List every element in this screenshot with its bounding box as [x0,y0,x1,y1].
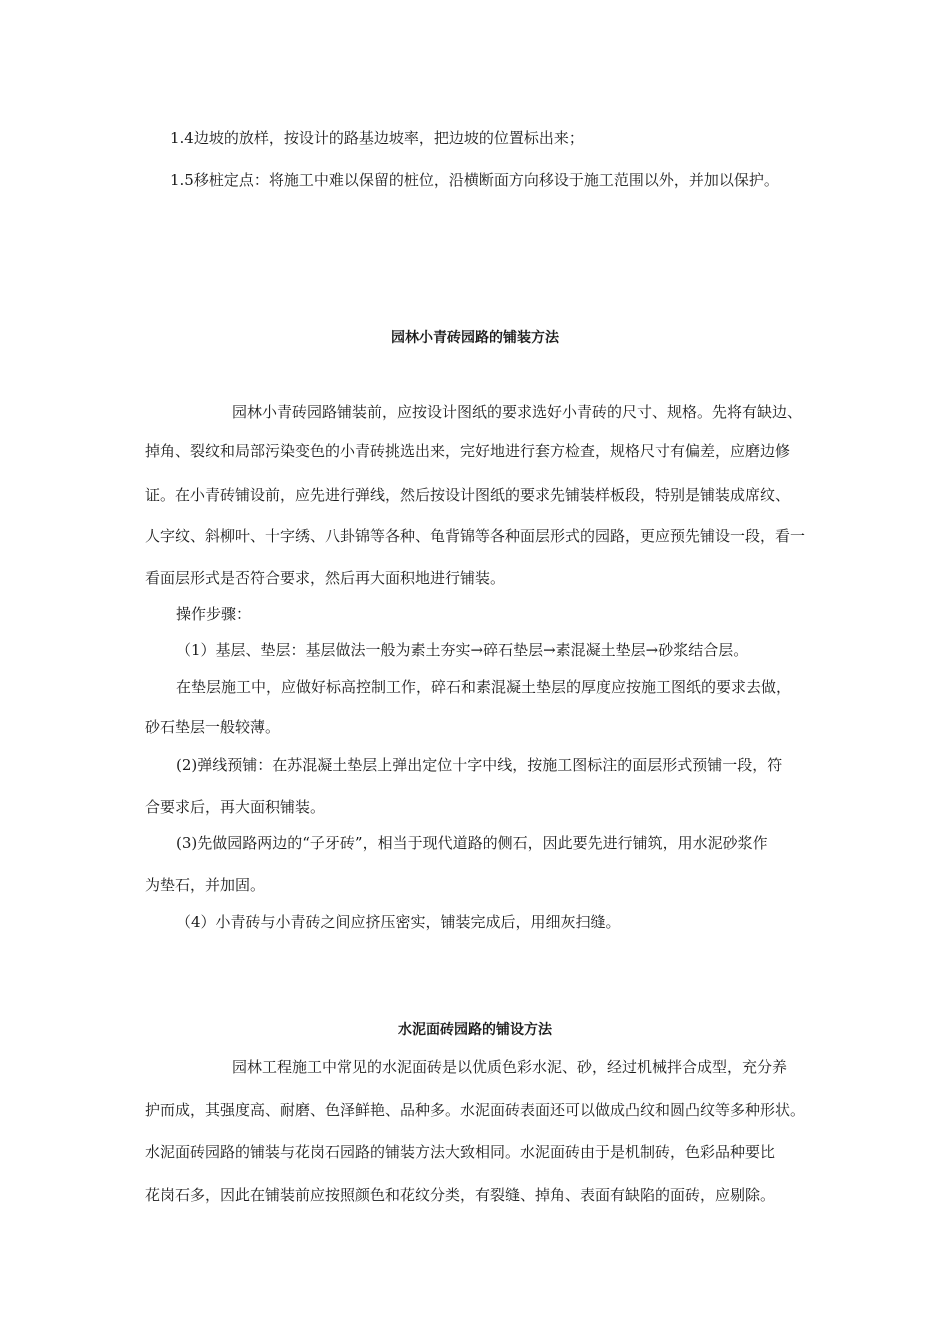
step-2-line: (2)弹线预铺：在苏混凝土垫层上弹出定位十字中线，按施工图标注的面层形式预铺一段，符 [176,756,783,774]
section1-paragraph-line: 看面层形式是否符合要求，然后再大面积地进行铺装。 [145,569,506,587]
section2-paragraph-line: 园林工程施工中常见的水泥面砖是以优质色彩水泥、砂，经过机械拌合成型，充分养 [232,1058,788,1076]
section2-paragraph-line: 水泥面砖园路的铺装与花岗石园路的铺装方法大致相同。水泥面砖由于是机制砖，色彩品种要比 [145,1143,776,1161]
section-title-cement-tile: 水泥面砖园路的铺设方法 [398,1022,552,1038]
step-2-line: 合要求后，再大面积铺装。 [145,798,326,816]
step-1-note-line: 在垫层施工中，应做好标高控制工作，碎石和素混凝土垫层的厚度应按施工图纸的要求去做， [176,678,792,696]
section2-paragraph-line: 花岗石多，因此在铺装前应按照颜色和花纹分类，有裂缝、掉角、表面有缺陷的面砖，应剔除。 [145,1186,776,1204]
section1-paragraph-line: 掉角、裂纹和局部污染变色的小青砖挑选出来，完好地进行套方检查，规格尺寸有偏差，应磨边修 [145,442,791,460]
section2-paragraph-line: 护而成，其强度高、耐磨、色泽鲜艳、品种多。水泥面砖表面还可以做成凸纹和圆凸纹等多种形状。 [145,1101,806,1119]
section1-paragraph-line: 证。在小青砖铺设前，应先进行弹线，然后按设计图纸的要求先铺装样板段，特别是铺装成席纹、 [145,486,791,504]
step-3-line: (3)先做园路两边的“子牙砖”，相当于现代道路的侧石，因此要先进行铺筑，用水泥砂浆作 [176,834,768,852]
step-1-note-line: 砂石垫层一般较薄。 [145,718,281,736]
section-title-small-blue-brick: 园林小青砖园路的铺装方法 [391,330,559,346]
steps-label: 操作步骤： [176,605,252,623]
step-4: （4）小青砖与小青砖之间应挤压密实，铺装完成后，用细灰扫缝。 [176,913,621,931]
step-1: （1）基层、垫层：基层做法一般为素土夯实→碎石垫层→素混凝土垫层→砂浆结合层。 [176,641,749,659]
section1-paragraph-line: 人字纹、斜柳叶、十字绣、八卦锦等各种、龟背锦等各种面层形式的园路，更应预先铺设一段，看一 [145,527,806,545]
step-3-line: 为垫石，并加固。 [145,876,266,894]
item-1-4: 1.4边坡的放样，按设计的路基边坡率，把边坡的位置标出来； [170,129,584,147]
section1-paragraph-line: 园林小青砖园路铺装前，应按设计图纸的要求选好小青砖的尺寸、规格。先将有缺边、 [232,403,803,421]
item-1-5: 1.5移桩定点：将施工中难以保留的桩位，沿横断面方向移设于施工范围以外，并加以保护。 [170,171,779,189]
